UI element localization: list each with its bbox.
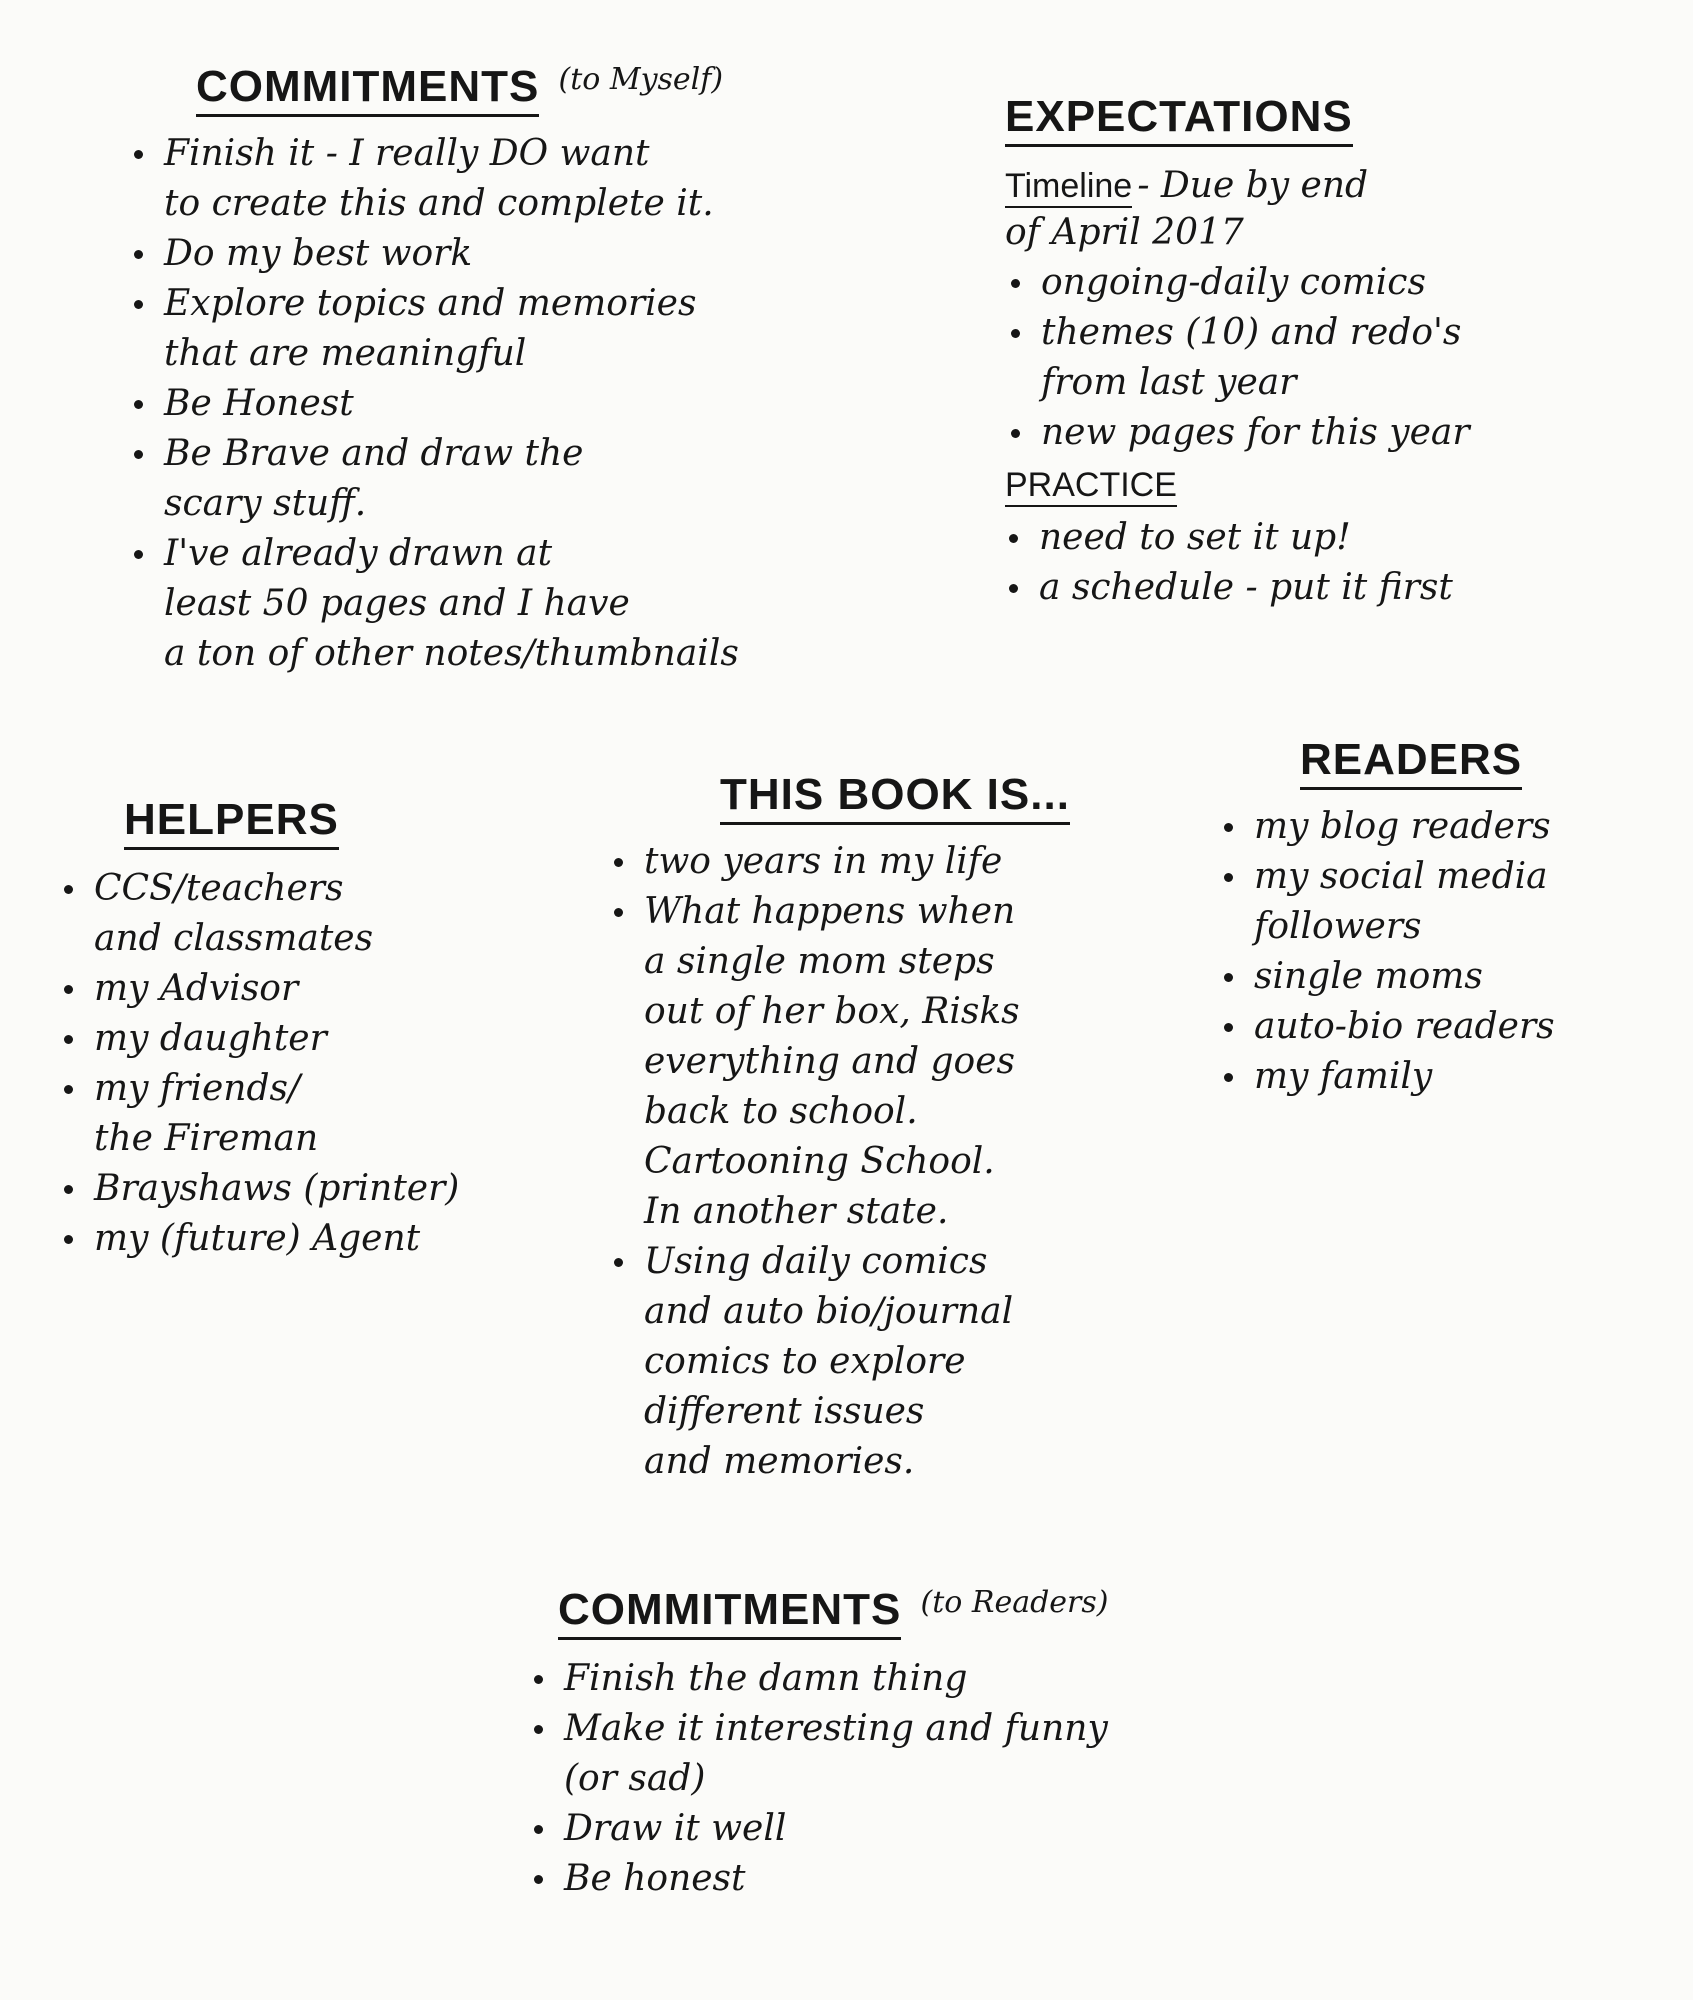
bullet-icon bbox=[614, 858, 623, 867]
list-item bbox=[1007, 308, 1655, 408]
list-item bbox=[530, 1704, 1250, 1804]
list-item-text: from last year bbox=[1041, 362, 1297, 403]
section-heading: EXPECTATIONS bbox=[1005, 92, 1353, 147]
commitments-to-readers-section bbox=[530, 1585, 1250, 1904]
list-item bbox=[610, 887, 1170, 1237]
this-book-is-section bbox=[610, 770, 1170, 1487]
helpers-list bbox=[60, 864, 580, 1264]
bullet-icon bbox=[134, 550, 143, 559]
bullet-icon bbox=[1009, 584, 1018, 593]
list-item bbox=[1220, 802, 1660, 852]
section-heading: COMMITMENTS bbox=[558, 1585, 901, 1640]
bullet-icon bbox=[534, 1875, 543, 1884]
list-item-text: Explore topics and memories bbox=[164, 283, 697, 324]
list-item bbox=[610, 837, 1170, 887]
list-item-text: followers bbox=[1254, 906, 1422, 947]
bullet-icon bbox=[1011, 279, 1020, 288]
bullet-icon bbox=[134, 150, 143, 159]
list-item bbox=[1220, 852, 1660, 952]
list-item-text: comics to explore bbox=[644, 1341, 966, 1382]
list-item-text: single moms bbox=[1254, 956, 1483, 997]
list-item-text: ongoing-daily comics bbox=[1041, 262, 1426, 303]
list-item-text: out of her box, Risks bbox=[644, 991, 1020, 1032]
list-item-text: my social media bbox=[1254, 856, 1548, 897]
list-item-text: my friends/ bbox=[94, 1068, 301, 1109]
bullet-icon bbox=[1224, 973, 1233, 982]
list-item-text: my daughter bbox=[94, 1018, 327, 1059]
list-item bbox=[610, 1237, 1170, 1487]
bullet-icon bbox=[534, 1825, 543, 1834]
list-item-text: a schedule - put it first bbox=[1039, 567, 1453, 608]
list-item-text: Be Honest bbox=[164, 383, 354, 424]
list-item bbox=[130, 229, 850, 279]
commitments-to-myself-section bbox=[130, 62, 850, 679]
list-item-text: my Advisor bbox=[94, 968, 299, 1009]
bullet-icon bbox=[64, 1085, 73, 1094]
list-item bbox=[530, 1854, 1250, 1904]
timeline-text: - Due by end bbox=[1137, 165, 1369, 206]
list-item bbox=[530, 1654, 1250, 1704]
list-item-text: Finish the damn thing bbox=[564, 1658, 968, 1699]
list-item-text: least 50 pages and I have bbox=[164, 583, 630, 624]
heading-note: (to Readers) bbox=[920, 1585, 1109, 1620]
this-book-list bbox=[610, 837, 1170, 1487]
list-item-text: two years in my life bbox=[644, 841, 1003, 882]
list-item-text: different issues bbox=[644, 1391, 925, 1432]
list-item-text: auto-bio readers bbox=[1254, 1006, 1555, 1047]
bullet-icon bbox=[134, 250, 143, 259]
bullet-icon bbox=[614, 1258, 623, 1267]
helpers-section bbox=[60, 795, 580, 1264]
list-item-text: a ton of other notes/thumbnails bbox=[164, 633, 739, 674]
list-item bbox=[1220, 1002, 1660, 1052]
list-item-text: Do my best work bbox=[164, 233, 473, 274]
list-item-text: Cartooning School. bbox=[644, 1141, 995, 1182]
section-heading: READERS bbox=[1300, 735, 1522, 790]
practice-label: PRACTICE bbox=[1005, 466, 1177, 507]
list-item bbox=[60, 964, 580, 1014]
list-item-text: and auto bio/journal bbox=[644, 1291, 1014, 1332]
practice-list bbox=[1005, 513, 1655, 613]
list-item-text: the Fireman bbox=[94, 1118, 319, 1159]
list-item bbox=[1005, 563, 1655, 613]
list-item-text: that are meaningful bbox=[164, 333, 527, 374]
list-item-text: Finish it - I really DO want bbox=[164, 133, 650, 174]
bullet-icon bbox=[1011, 329, 1020, 338]
expectations-section bbox=[1005, 92, 1655, 613]
bullet-icon bbox=[64, 1035, 73, 1044]
timeline-text-continued: of April 2017 bbox=[1005, 212, 1244, 253]
list-item-text: back to school. bbox=[644, 1091, 918, 1132]
bullet-icon bbox=[614, 908, 623, 917]
bullet-icon bbox=[134, 450, 143, 459]
bullet-icon bbox=[1224, 1073, 1233, 1082]
list-item bbox=[130, 129, 850, 229]
bullet-icon bbox=[1224, 823, 1233, 832]
bullet-icon bbox=[64, 1185, 73, 1194]
readers-list bbox=[1220, 802, 1660, 1102]
list-item-text: Be Brave and draw the bbox=[164, 433, 584, 474]
timeline-list bbox=[1007, 258, 1655, 458]
list-item bbox=[60, 1214, 580, 1264]
bullet-icon bbox=[64, 885, 73, 894]
timeline-label: Timeline bbox=[1005, 167, 1132, 208]
list-item bbox=[60, 1064, 580, 1164]
list-item bbox=[530, 1804, 1250, 1854]
list-item-text: my blog readers bbox=[1254, 806, 1551, 847]
bullet-icon bbox=[1224, 873, 1233, 882]
readers-section bbox=[1220, 735, 1660, 1102]
list-item-text: Draw it well bbox=[564, 1808, 787, 1849]
list-item bbox=[1220, 1052, 1660, 1102]
section-heading: COMMITMENTS bbox=[196, 62, 539, 117]
list-item-text: and memories. bbox=[644, 1441, 915, 1482]
list-item-text: need to set it up! bbox=[1039, 517, 1351, 558]
list-item-text: I've already drawn at bbox=[164, 533, 553, 574]
list-item-text: my family bbox=[1254, 1056, 1433, 1097]
section-heading: HELPERS bbox=[124, 795, 339, 850]
bullet-icon bbox=[134, 300, 143, 309]
bullet-icon bbox=[64, 985, 73, 994]
list-item bbox=[1005, 513, 1655, 563]
bullet-icon bbox=[64, 1235, 73, 1244]
section-heading: THIS BOOK IS... bbox=[720, 770, 1070, 825]
bullet-icon bbox=[534, 1675, 543, 1684]
list-item-text: scary stuff. bbox=[164, 483, 367, 524]
bullet-icon bbox=[1224, 1023, 1233, 1032]
list-item bbox=[130, 429, 850, 529]
list-item bbox=[60, 1014, 580, 1064]
list-item-text: my (future) Agent bbox=[94, 1218, 421, 1259]
list-item bbox=[1007, 258, 1655, 308]
list-item-text: Brayshaws (printer) bbox=[94, 1168, 460, 1209]
bullet-icon bbox=[1009, 534, 1018, 543]
list-item bbox=[130, 279, 850, 379]
list-item-text: Make it interesting and funny bbox=[564, 1708, 1108, 1749]
bullet-icon bbox=[1011, 429, 1020, 438]
list-item bbox=[1220, 952, 1660, 1002]
list-item bbox=[130, 379, 850, 429]
list-item-text: (or sad) bbox=[564, 1758, 706, 1799]
bullet-icon bbox=[134, 400, 143, 409]
list-item-text: everything and goes bbox=[644, 1041, 1015, 1082]
heading-note: (to Myself) bbox=[558, 62, 724, 97]
list-item-text: a single mom steps bbox=[644, 941, 995, 982]
list-item-text: and classmates bbox=[94, 918, 374, 959]
list-item-text: Using daily comics bbox=[644, 1241, 988, 1282]
commitments-list bbox=[130, 129, 850, 679]
list-item-text: What happens when bbox=[644, 891, 1016, 932]
list-item bbox=[130, 529, 850, 679]
list-item-text: new pages for this year bbox=[1041, 412, 1470, 453]
list-item-text: to create this and complete it. bbox=[164, 183, 714, 224]
list-item-text: themes (10) and redo's bbox=[1041, 312, 1462, 353]
list-item bbox=[60, 1164, 580, 1214]
list-item bbox=[1007, 408, 1655, 458]
list-item-text: Be honest bbox=[564, 1858, 746, 1899]
list-item-text: CCS/teachers bbox=[94, 868, 344, 909]
commitments-readers-list bbox=[530, 1654, 1250, 1904]
list-item-text: In another state. bbox=[644, 1191, 949, 1232]
list-item bbox=[60, 864, 580, 964]
bullet-icon bbox=[534, 1725, 543, 1734]
